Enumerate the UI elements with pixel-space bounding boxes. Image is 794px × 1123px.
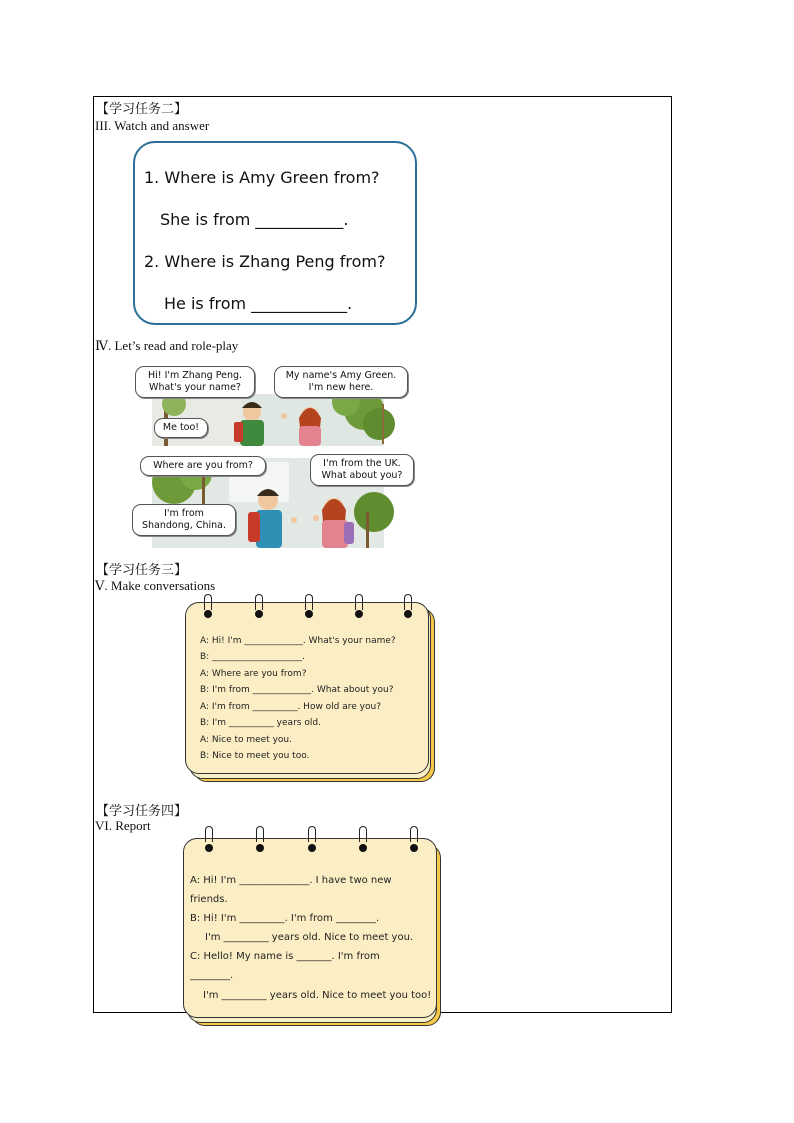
ring-hole-icon bbox=[256, 844, 264, 852]
report-line-1: A: Hi! I'm ______________. I have two new bbox=[190, 875, 392, 886]
ring-hole-icon bbox=[204, 610, 212, 618]
ring-icon bbox=[256, 826, 264, 842]
bubble-me-too: Me too! bbox=[154, 418, 208, 438]
ring-icon bbox=[305, 594, 313, 610]
ring-icon bbox=[205, 826, 213, 842]
section6-title: VI. Report bbox=[95, 818, 151, 833]
report-line-7: I'm _________ years old. Nice to meet you too! bbox=[203, 990, 432, 1001]
report-line-6: ________. bbox=[190, 970, 234, 981]
conversation-line-8: B: Nice to meet you too. bbox=[200, 751, 310, 761]
section3-title: III. Watch and answer bbox=[95, 118, 210, 133]
ring-hole-icon bbox=[404, 610, 412, 618]
section4-title: Ⅳ. Let’s read and role-play bbox=[95, 338, 239, 353]
conversation-line-7: A: Nice to meet you. bbox=[200, 735, 292, 745]
ring-hole-icon bbox=[205, 844, 213, 852]
ring-icon bbox=[404, 594, 412, 610]
ring-hole-icon bbox=[355, 610, 363, 618]
question-1: 1. Where is Amy Green from? bbox=[144, 168, 380, 187]
ring-icon bbox=[410, 826, 418, 842]
ring-icon bbox=[204, 594, 212, 610]
ring-hole-icon bbox=[305, 610, 313, 618]
ring-hole-icon bbox=[410, 844, 418, 852]
bubble-where-from: Where are you from? bbox=[140, 456, 266, 476]
conversation-line-3: A: Where are you from? bbox=[200, 669, 307, 679]
ring-icon bbox=[308, 826, 316, 842]
report-line-5: C: Hello! My name is _______. I'm from bbox=[190, 951, 380, 962]
conversation-line-5: A: I'm from __________. How old are you? bbox=[200, 702, 381, 712]
bubble-from-shandong: I'm from Shandong, China. bbox=[132, 504, 236, 536]
ring-icon bbox=[355, 594, 363, 610]
answer-2: He is from ____________. bbox=[164, 294, 353, 313]
conversation-line-6: B: I'm __________ years old. bbox=[200, 718, 321, 728]
task3-heading: 【学习任务三】 bbox=[96, 563, 188, 578]
conversation-line-4: B: I'm from _____________. What about you? bbox=[200, 685, 394, 695]
bubble-amy-greeting: My name's Amy Green. I'm new here. bbox=[274, 366, 408, 398]
bubble-from-uk: I'm from the UK. What about you? bbox=[310, 454, 414, 486]
task2-heading: 【学习任务二】 bbox=[96, 102, 188, 117]
ring-hole-icon bbox=[359, 844, 367, 852]
report-line-3: B: Hi! I'm _________. I'm from ________. bbox=[190, 913, 380, 924]
question-2: 2. Where is Zhang Peng from? bbox=[144, 252, 386, 271]
bubble-zhang-peng-greeting: Hi! I'm Zhang Peng. What's your name? bbox=[135, 366, 255, 398]
ring-hole-icon bbox=[308, 844, 316, 852]
comic-illustration bbox=[134, 362, 410, 552]
conversation-line-2: B: ____________________. bbox=[200, 652, 305, 662]
ring-icon bbox=[255, 594, 263, 610]
section5-title: Ⅴ. Make conversations bbox=[95, 578, 216, 593]
answer-1: She is from ___________. bbox=[160, 210, 349, 229]
report-line-2: friends. bbox=[190, 894, 228, 905]
ring-icon bbox=[359, 826, 367, 842]
report-line-4: I'm _________ years old. Nice to meet you. bbox=[205, 932, 414, 943]
task4-heading: 【学习任务四】 bbox=[96, 804, 188, 819]
ring-hole-icon bbox=[255, 610, 263, 618]
conversation-line-1: A: Hi! I'm _____________. What's your name? bbox=[200, 636, 396, 646]
